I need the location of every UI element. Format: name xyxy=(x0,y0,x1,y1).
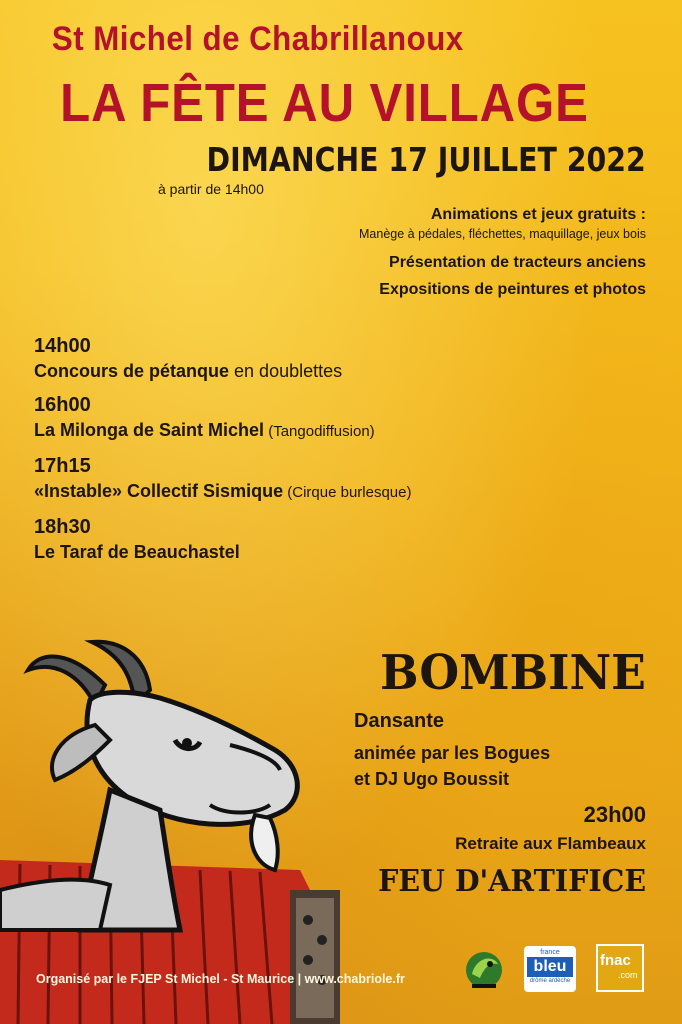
program-time: 16h00 xyxy=(34,394,91,416)
program-title: Le Taraf de Beauchastel xyxy=(34,542,240,562)
program-time: 14h00 xyxy=(34,335,91,357)
place-name: St Michel de Chabrillanoux xyxy=(51,20,464,58)
animations-title: Animations et jeux gratuits : xyxy=(430,206,646,223)
radio-logo-sub: drôme ardèche xyxy=(529,978,571,984)
retraite-line: Retraite aux Flambeaux xyxy=(455,834,646,853)
tractors-line: Présentation de tracteurs anciens xyxy=(389,254,646,271)
performers-line-2: et DJ Ugo Boussit xyxy=(354,769,510,789)
program-time: 18h30 xyxy=(34,516,91,538)
program-list xyxy=(34,333,594,573)
shop-logo-suffix: .com xyxy=(618,970,638,980)
program-time: 17h15 xyxy=(34,455,91,477)
evening-headline: BOMBINE xyxy=(380,645,646,701)
fireworks-line: FEU D'ARTIFICE xyxy=(378,864,646,899)
evening-time: 23h00 xyxy=(583,802,646,827)
program-note: (Tangodiffusion) xyxy=(264,423,375,440)
event-date: DIMANCHE 17 JUILLET 2022 xyxy=(206,140,646,179)
shop-logo-text: fnac xyxy=(600,952,631,969)
animations-detail: Manège à pédales, fléchettes, maquillage, jeux bois xyxy=(359,227,646,241)
start-time-note: à partir de 14h00 xyxy=(158,181,264,197)
program-extra: en doublettes xyxy=(229,361,343,381)
program-title: «Instable» Collectif Sismique xyxy=(34,481,284,501)
activities-list xyxy=(359,204,646,301)
goat-accordion-illustration xyxy=(0,630,340,1024)
evening-sub: Dansante xyxy=(354,710,445,732)
radio-logo-main: bleu xyxy=(527,957,573,977)
expos-line: Expositions de peintures et photos xyxy=(379,281,646,298)
program-item xyxy=(34,333,594,383)
program-title: La Milonga de Saint Michel xyxy=(34,420,265,440)
footer-organiser: Organisé par le FJEP St Michel - St Maurice | www.chabriole.fr xyxy=(36,972,405,986)
program-item xyxy=(34,453,594,505)
program-item xyxy=(34,514,594,564)
program-note: (Cirque burlesque) xyxy=(283,484,412,501)
green-bird-logo xyxy=(462,946,506,990)
performers-line-1: animée par les Bogues xyxy=(354,743,551,763)
shop-logo xyxy=(596,944,644,992)
evening-performers xyxy=(354,740,550,792)
program-title: Concours de pétanque xyxy=(34,361,230,381)
radio-logo xyxy=(524,946,576,992)
page-title: LA FÊTE AU VILLAGE xyxy=(60,73,589,133)
radio-logo-top: france xyxy=(540,949,560,956)
program-item xyxy=(34,392,594,444)
